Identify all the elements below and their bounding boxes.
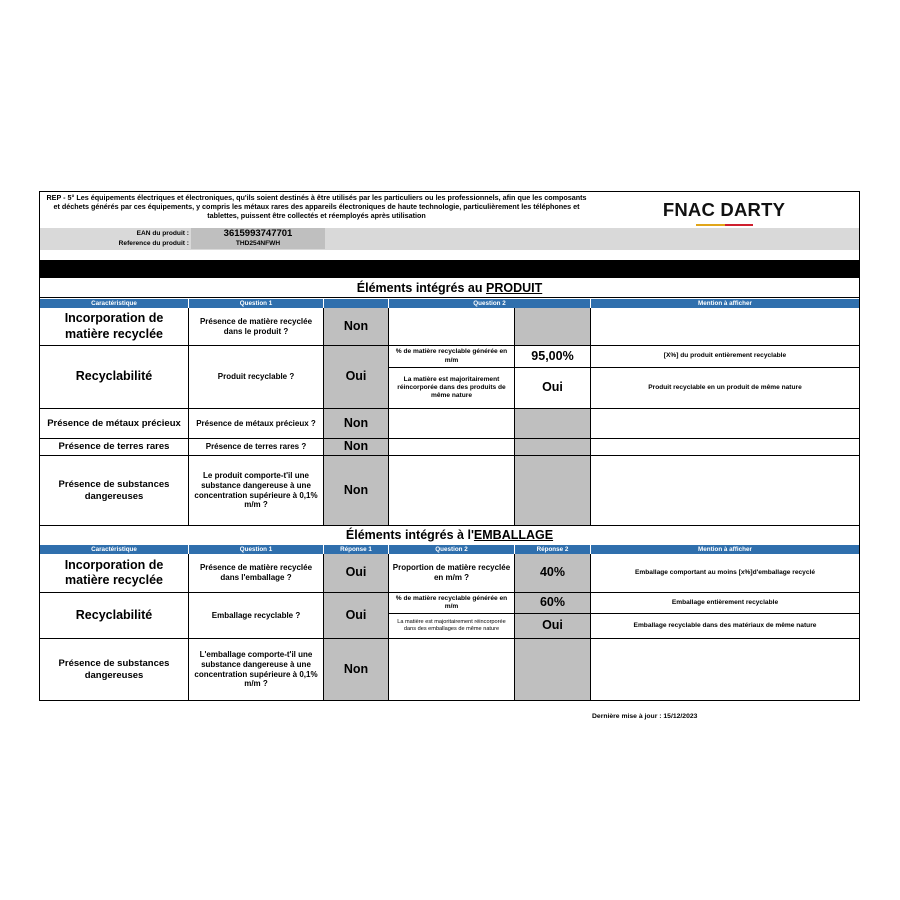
emb-q2-incorporation: Proportion de matière recyclée en m/m ? — [389, 554, 515, 593]
ean-value: 3615993747701 — [191, 228, 325, 239]
emballage-title-word: EMBALLAGE — [473, 528, 554, 542]
produit-r1-terres-rares: Non — [324, 439, 389, 456]
produit-r1-recyclabilite: Oui — [324, 346, 389, 409]
emb-col-mention: Mention à afficher — [591, 545, 859, 554]
produit-title-word: PRODUIT — [485, 281, 543, 295]
produit-carac-substances: Présence de substances dangereuses — [40, 456, 189, 526]
produit-r1-incorporation: Non — [324, 308, 389, 346]
emb-q2b-recyclabilite: La matière est majoritairement réincorporée dans des emballages de même nature — [389, 614, 515, 639]
produit-carac-metaux: Présence de métaux précieux — [40, 409, 189, 439]
last-update: Dernière mise à jour : 15/12/2023 — [592, 713, 698, 720]
emb-mention-b: Emballage recyclable dans des matériaux de même nature — [591, 614, 859, 639]
emb-r1-incorporation: Oui — [324, 554, 389, 593]
emb-q1-recyclabilite: Emballage recyclable ? — [189, 593, 324, 639]
produit-title: Éléments intégrés au PRODUIT — [356, 281, 543, 295]
col-header-blank — [324, 299, 389, 308]
emb-r2-incorporation: 40% — [515, 554, 591, 593]
produit-r1-metaux: Non — [324, 409, 389, 439]
produit-mention-a: [X%] du produit entièrement recyclable — [591, 346, 859, 368]
emb-col-reponse2: Réponse 2 — [515, 545, 591, 554]
emb-col-question2: Question 2 — [389, 545, 515, 554]
emb-carac-recyclabilite: Recyclabilité — [40, 593, 189, 639]
emb-r1-substances: Non — [324, 639, 389, 700]
emb-q2a-recyclabilite: % de matière recyclable générée en m/m — [389, 593, 515, 614]
produit-q2-empty — [389, 308, 515, 346]
black-separator — [40, 260, 859, 278]
emb-col-question1: Question 1 — [189, 545, 324, 554]
produit-q1-substances: Le produit comporte-t'il une substance dangereuse à une concentration supérieure à 0,1% m/m ? — [189, 456, 324, 526]
produit-q2a-recyclabilite: % de matière recyclable générée en m/m — [389, 346, 515, 368]
emb-carac-incorporation: Incorporation de matière recyclée — [40, 554, 189, 593]
sheet-header — [40, 192, 859, 228]
produit-carac-recyclabilite: Recyclabilité — [40, 346, 189, 409]
emb-q1-substances: L'emballage comporte-t'il une substance dangereuse à une concentration supérieure à 0,1% m/m ? — [189, 639, 324, 700]
regulation-text: REP - 5° Les équipements électriques et électroniques, qu'ils soient destinés à être utilisés par les particuliers ou les professionnels, afin que les composants et déchets générés par ces équipements, y compris les métaux rares des appareils électroniques de haute technologie, particulièrement les téléphones et tablettes, puissent être collectés et réemployés après utilisation — [46, 193, 587, 220]
produit-r2a-recyclabilite: 95,00% — [515, 346, 591, 368]
emb-q1-incorporation: Présence de matière recyclée dans l'emballage ? — [189, 554, 324, 593]
produit-q2b-recyclabilite: La matière est majoritairement réincorporée dans des produits de même nature — [389, 368, 515, 409]
col-header-caracteristique: Caractéristique — [40, 299, 189, 308]
emb-r1-recyclabilite: Oui — [324, 593, 389, 639]
produit-r2b-recyclabilite: Oui — [515, 368, 591, 409]
logo-bar-red — [725, 224, 753, 226]
emb-col-reponse1: Réponse 1 — [324, 545, 389, 554]
produit-q1-terres-rares: Présence de terres rares ? — [189, 439, 324, 456]
col-header-mention: Mention à afficher — [591, 299, 859, 308]
produit-carac-incorporation: Incorporation de matière recyclée — [40, 308, 189, 346]
produit-r1-substances: Non — [324, 456, 389, 526]
col-header-question1: Question 1 — [189, 299, 324, 308]
produit-carac-terres-rares: Présence de terres rares — [40, 439, 189, 456]
ean-label: EAN du produit : — [136, 230, 189, 237]
ref-value: THD254NFWH — [191, 239, 325, 249]
produit-q1-recyclabilite: Produit recyclable ? — [189, 346, 324, 409]
col-header-question2: Question 2 — [389, 299, 591, 308]
emb-r2a-recyclabilite: 60% — [515, 593, 591, 614]
produit-r2-empty — [515, 308, 591, 346]
fnac-darty-logo: FNAC DARTY — [654, 199, 794, 229]
emb-carac-substances: Présence de substances dangereuses — [40, 639, 189, 700]
emb-mention-incorporation: Emballage comportant au moins [x%]d'emballage recyclé — [591, 554, 859, 593]
logo-bar-yellow — [696, 224, 725, 226]
produit-mention-empty — [591, 308, 859, 346]
produit-mention-b: Produit recyclable en un produit de même nature — [591, 368, 859, 409]
product-id-band — [40, 228, 859, 250]
emballage-title: Éléments intégrés à l'EMBALLAGE — [345, 528, 554, 542]
produit-q1-incorporation: Présence de matière recyclée dans le produit ? — [189, 308, 324, 346]
rep-sheet — [39, 191, 860, 701]
produit-q1-metaux: Présence de métaux précieux ? — [189, 409, 324, 439]
emb-mention-a: Emballage entièrement recyclable — [591, 593, 859, 614]
emb-r2b-recyclabilite: Oui — [515, 614, 591, 639]
emb-col-caracteristique: Caractéristique — [40, 545, 189, 554]
ref-label: Reference du produit : — [118, 240, 189, 247]
